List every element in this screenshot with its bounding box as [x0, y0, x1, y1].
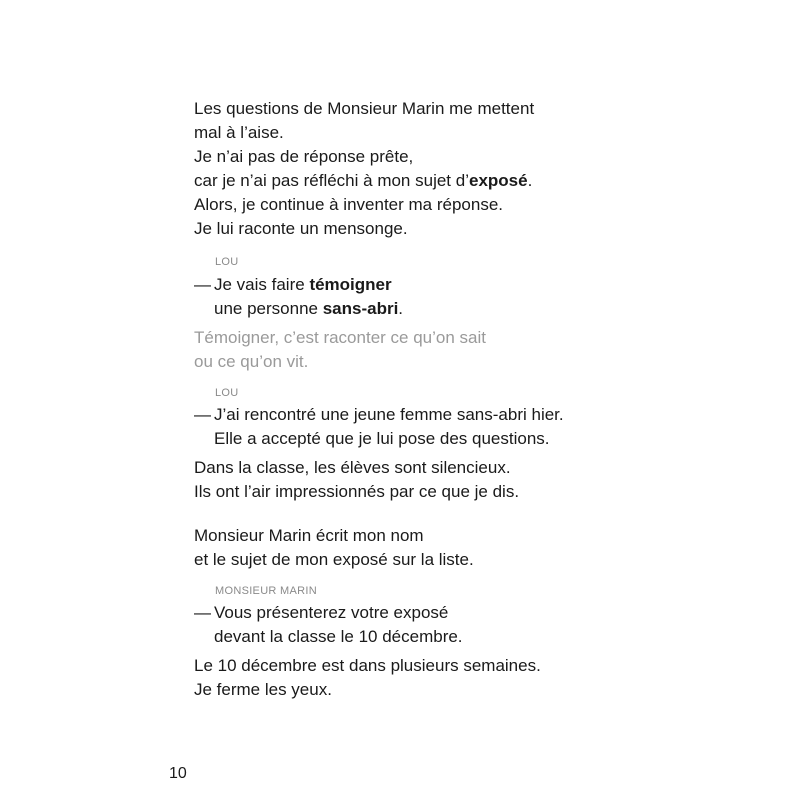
- definition-line: ou ce qu’on vit.: [194, 352, 309, 371]
- dialogue-line: Elle a accepté que je lui pose des questions.: [214, 429, 550, 448]
- dialogue-line: Vous présenterez votre exposé: [214, 603, 449, 622]
- text-line: Le 10 décembre est dans plusieurs semaines.: [194, 656, 541, 675]
- dialogue-dash: —: [194, 603, 211, 622]
- text-line: Alors, je continue à inventer ma réponse.: [194, 195, 504, 214]
- text-line: Je ferme les yeux.: [194, 680, 332, 699]
- dialogue-line: devant la classe le 10 décembre.: [214, 627, 463, 646]
- speaker-label: MONSIEUR MARIN: [215, 585, 317, 597]
- text-line: mal à l’aise.: [194, 123, 284, 142]
- dialogue-dash: —: [194, 275, 211, 294]
- dialogue-line: [214, 297, 403, 321]
- text-line: Ils ont l’air impressionnés par ce que je dis.: [194, 482, 520, 501]
- dialogue-line: J’ai rencontré une jeune femme sans-abri hier.: [214, 405, 564, 424]
- text-segment: Je vais faire: [214, 275, 310, 294]
- speaker-label: LOU: [215, 256, 239, 268]
- glossary-word: sans-abri: [322, 299, 399, 318]
- text-line: [194, 169, 532, 193]
- text-segment: une personne: [214, 299, 323, 318]
- text-line: et le sujet de mon exposé sur la liste.: [194, 550, 474, 569]
- text-line: Je lui raconte un mensonge.: [194, 219, 408, 238]
- glossary-word: exposé: [468, 171, 528, 190]
- punctuation: .: [398, 299, 404, 318]
- page-number: 10: [169, 765, 187, 782]
- text-line: Je n’ai pas de réponse prête,: [194, 147, 414, 166]
- text-line: Les questions de Monsieur Marin me mettent: [194, 99, 535, 118]
- text-line: Monsieur Marin écrit mon nom: [194, 526, 424, 545]
- punctuation: .: [527, 171, 533, 190]
- speaker-label: LOU: [215, 387, 239, 399]
- text-segment: car je n’ai pas réfléchi à mon sujet d’: [194, 171, 469, 190]
- definition-line: Témoigner, c’est raconter ce qu’on sait: [194, 328, 486, 347]
- glossary-word: témoigner: [309, 275, 392, 294]
- dialogue-dash: —: [194, 405, 211, 424]
- dialogue-line: [214, 273, 392, 297]
- text-line: Dans la classe, les élèves sont silencieux.: [194, 458, 511, 477]
